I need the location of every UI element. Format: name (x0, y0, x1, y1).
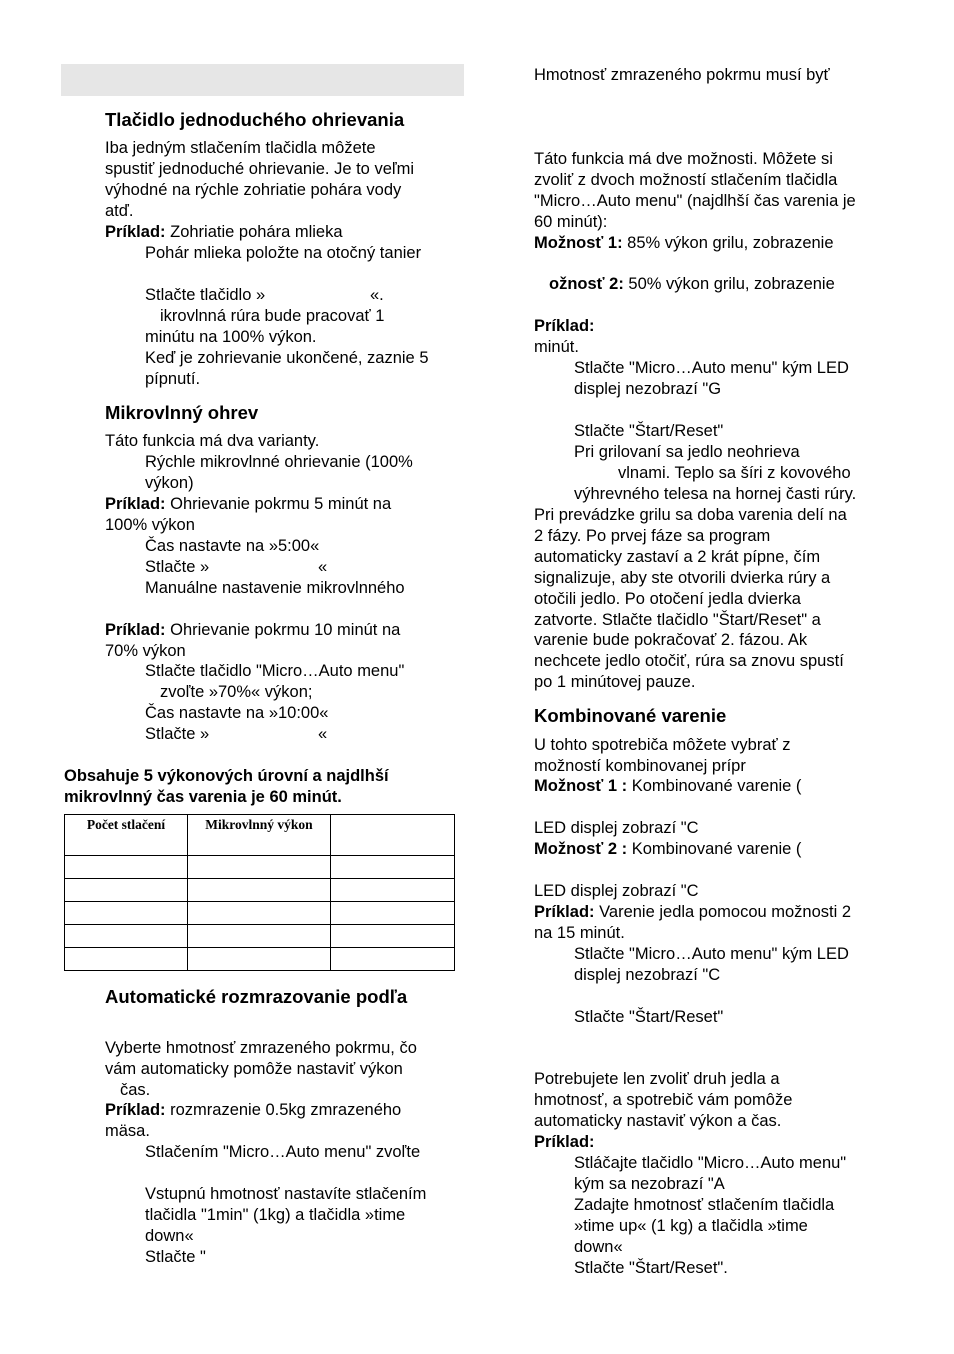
paragraph-line: signalizuje, aby ste otvorili dvierka rúry a (534, 569, 831, 587)
table-header-cell: Počet stlačení (65, 815, 188, 856)
option-label: Možnosť 1 : (534, 777, 628, 795)
table-row (65, 879, 455, 902)
step-line: Stlačte » (145, 725, 210, 743)
step-line: «. (370, 286, 384, 304)
example-line (105, 222, 343, 243)
paragraph-line: Potrebujete len zvoliť druh jedla a (534, 1070, 780, 1088)
table-cell (188, 856, 331, 879)
example-label: Príklad: (534, 317, 595, 335)
step-line: Stlačte " (145, 1248, 206, 1266)
table-header-cell: Mikrovlnný výkon (188, 815, 331, 856)
step-line: výkon) (145, 474, 194, 492)
table-cell (331, 856, 455, 879)
table-row (65, 925, 455, 948)
step-line: Stlačte "Micro…Auto menu" kým LED (574, 945, 849, 963)
paragraph-line: hmotnosť, a spotrebič vám pomôže (534, 1091, 793, 1109)
step-line: minútu na 100% výkon. (145, 328, 317, 346)
paragraph-line: Pri prevádzke grilu sa doba varenia delí na (534, 506, 847, 524)
step-line: down« (145, 1227, 194, 1245)
paragraph-line: mäsa. (105, 1122, 150, 1140)
example-text: Varenie jedla pomocou možnosti 2 (594, 903, 852, 921)
step-line: Stlačte tlačidlo "Micro…Auto menu" (145, 662, 405, 680)
heading-simple-heating: Tlačidlo jednoduchého ohrievania (105, 109, 405, 130)
paragraph-line: LED displej zobrazí "C (534, 882, 699, 900)
paragraph-line: 60 minút): (534, 213, 608, 231)
table-cell (65, 925, 188, 948)
table-cell (188, 879, 331, 902)
paragraph-line: na 15 minút. (534, 924, 625, 942)
step-line: Stláčajte tlačidlo "Micro…Auto menu" (574, 1154, 847, 1172)
paragraph-line: čas. (120, 1081, 151, 1099)
table-cell (188, 948, 331, 971)
option-label: Možnosť 2 : (534, 840, 628, 858)
paragraph-line: U tohto spotrebiča môžete vybrať z (534, 736, 791, 754)
option-line (549, 274, 835, 295)
paragraph-line: Táto funkcia má dva varianty. (105, 432, 320, 450)
paragraph-line: po 1 minútovej pauze. (534, 673, 696, 691)
paragraph-line: možností kombinovanej prípr (534, 757, 746, 775)
option-text: 85% výkon grilu, zobrazenie (622, 234, 834, 252)
paragraph-line: Iba jedným stlačením tlačidla môžete (105, 139, 376, 157)
step-line: displej nezobrazí "C (574, 966, 721, 984)
step-line: Keď je zohrievanie ukončené, zaznie 5 (145, 349, 429, 367)
paragraph-line: minút. (534, 338, 579, 356)
step-line: Stlačením "Micro…Auto menu" zvoľte (145, 1143, 421, 1161)
paragraph-line: zatvorte. Stlačte tlačidlo "Štart/Reset" a (534, 611, 821, 629)
paragraph-line: spustiť jednoduché ohrievanie. Je to veľmi (105, 160, 415, 178)
example-label: Príklad: (105, 223, 166, 241)
step-line: « (318, 725, 328, 743)
power-level-table (64, 814, 455, 971)
table-header-cell (331, 815, 455, 856)
option-text: Kombinované varenie ( (627, 840, 802, 858)
table-row (65, 902, 455, 925)
paragraph-line: 70% výkon (105, 642, 186, 660)
step-line: displej nezobrazí "G (574, 380, 722, 398)
step-line: výhrevného telesa na hornej časti rúry. (574, 485, 857, 503)
example-label: Príklad: (534, 903, 595, 921)
step-line: Stlačte "Štart/Reset". (574, 1259, 728, 1277)
bold-note-line: Obsahuje 5 výkonových úrovní a najdlhší (64, 767, 389, 785)
example-text: Ohrievanie pokrmu 10 minút na (165, 621, 401, 639)
heading-combined-cooking: Kombinované varenie (534, 705, 727, 726)
example-line (105, 494, 391, 515)
paragraph-line: automaticky nastaviť výkon a čas. (534, 1112, 782, 1130)
example-label: Príklad: (105, 495, 166, 513)
table-cell (331, 902, 455, 925)
option-line (534, 839, 801, 860)
step-line: Stlačte » (145, 558, 210, 576)
step-line: Stlačte "Micro…Auto menu" kým LED (574, 359, 849, 377)
table-cell (331, 948, 455, 971)
paragraph-line: Táto funkcia má dve možnosti. Môžete si (534, 150, 833, 168)
step-line: Vstupnú hmotnosť nastavíte stlačením (145, 1185, 427, 1203)
step-line: »time up« (1 kg) a tlačidla »time (574, 1217, 808, 1235)
paragraph-line: vám automaticky pomôže nastaviť výkon (105, 1060, 403, 1078)
step-line: Pohár mlieka položte na otočný tanier (145, 244, 422, 262)
table-cell (188, 925, 331, 948)
table-cell (65, 856, 188, 879)
example-label: Príklad: (534, 1133, 595, 1151)
option-text: 50% výkon grilu, zobrazenie (623, 275, 835, 293)
paragraph-line: otočili jedlo. Po otočení jedla dvierka (534, 590, 801, 608)
step-line: ikrovlnná rúra bude pracovať 1 (160, 307, 385, 325)
step-line: Pri grilovaní sa jedlo neohrieva (574, 443, 800, 461)
table-row (65, 856, 455, 879)
table-cell (65, 879, 188, 902)
step-line: « (318, 558, 328, 576)
table-row (65, 948, 455, 971)
step-line: zvoľte »70%« výkon; (160, 683, 313, 701)
paragraph-line: atď. (105, 202, 134, 220)
example-text: Ohrievanie pokrmu 5 minút na (165, 495, 392, 513)
option-line (534, 233, 834, 254)
option-text: Kombinované varenie ( (627, 777, 802, 795)
bold-note-line: mikrovlnný čas varenia je 60 minút. (64, 788, 342, 806)
option-label: ožnosť 2: (549, 275, 624, 293)
step-line: down« (574, 1238, 623, 1256)
example-label: Príklad: (105, 1101, 166, 1119)
paragraph-line: 100% výkon (105, 516, 195, 534)
step-line: kým sa nezobrazí "A (574, 1175, 725, 1193)
paragraph-line: zvoliť z dvoch možností stlačením tlačidla (534, 171, 838, 189)
step-line: Rýchle mikrovlnné ohrievanie (100% (145, 453, 413, 471)
table-cell (65, 902, 188, 925)
step-line: Manuálne nastavenie mikrovlnného (145, 579, 405, 597)
heading-microwave-heating: Mikrovlnný ohrev (105, 402, 259, 423)
paragraph-line: Hmotnosť zmrazeného pokrmu musí byť (534, 66, 830, 84)
step-line: Stlačte "Štart/Reset" (574, 1008, 724, 1026)
step-line: Stlačte "Štart/Reset" (574, 422, 724, 440)
example-line (105, 1100, 401, 1121)
step-line: Stlačte tlačidlo » (145, 286, 266, 304)
example-line (534, 902, 851, 923)
paragraph-line: "Micro…Auto menu" (najdlhší čas varenia je (534, 192, 856, 210)
paragraph-line: 2 fázy. Po prvej fáze sa program (534, 527, 771, 545)
paragraph-line: Vyberte hmotnosť zmrazeného pokrmu, čo (105, 1039, 417, 1057)
example-label: Príklad: (105, 621, 166, 639)
example-text: Zohriatie pohára mlieka (165, 223, 343, 241)
heading-auto-defrost: Automatické rozmrazovanie podľa (105, 986, 408, 1007)
table-cell (65, 948, 188, 971)
paragraph-line: varenie bude pokračovať 2. fázou. Ak (534, 631, 808, 649)
step-line: Čas nastavte na »10:00« (145, 704, 329, 722)
step-line: tlačidla "1min" (1kg) a tlačidla »time (145, 1206, 406, 1224)
section-header-bar (61, 64, 464, 96)
option-line (534, 776, 801, 797)
paragraph-line: automaticky zastaví a 2 krát pípne, čím (534, 548, 821, 566)
option-label: Možnosť 1: (534, 234, 623, 252)
step-line: vlnami. Teplo sa šíri z kovového (618, 464, 851, 482)
step-line: Čas nastavte na »5:00« (145, 537, 320, 555)
example-text: rozmrazenie 0.5kg zmrazeného (165, 1101, 402, 1119)
step-line: Zadajte hmotnosť stlačením tlačidla (574, 1196, 835, 1214)
paragraph-line: výhodné na rýchle zohriatie pohára vody (105, 181, 402, 199)
example-line (105, 620, 400, 641)
table-cell (331, 925, 455, 948)
step-line: pípnutí. (145, 370, 201, 388)
paragraph-line: LED displej zobrazí "C (534, 819, 699, 837)
table-header-row (65, 815, 455, 856)
table-cell (331, 879, 455, 902)
table-cell (188, 902, 331, 925)
paragraph-line: nechcete jedlo otočiť, rúra sa znovu spustí (534, 652, 844, 670)
